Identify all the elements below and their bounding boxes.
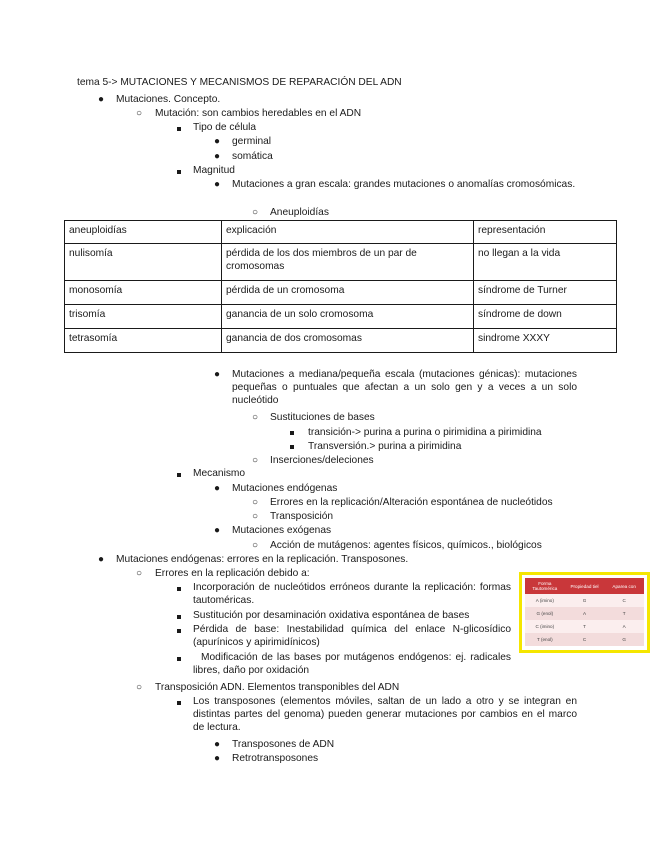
square-bullet-icon xyxy=(177,170,181,174)
outline-item: transición-> purina a purina o pirimidina a pirimidina xyxy=(308,427,542,438)
square-bullet-icon xyxy=(290,431,294,435)
hollow-bullet-icon: ○ xyxy=(136,568,143,579)
bullet-icon: ● xyxy=(214,136,221,147)
outline-item: Transposones de ADN xyxy=(232,739,335,750)
outline-item: Mutaciones a mediana/pequeña escala (mutaciones génicas): mutaciones pequeñas o puntuales que afectan a un solo gen y a veces a un solo nucleótido xyxy=(232,369,577,406)
table-cell: C (imino) xyxy=(525,620,565,633)
outline-item: Inserciones/deleciones xyxy=(270,455,374,466)
tautomer-table-image xyxy=(519,572,650,653)
bullet-icon: ● xyxy=(214,151,221,162)
table-cell: no llegan a la vida xyxy=(474,244,617,281)
square-bullet-icon xyxy=(177,615,181,619)
table-cell: A xyxy=(604,620,644,633)
table-header-row xyxy=(525,578,644,594)
outline-item: Magnitud xyxy=(193,165,235,176)
outline-item: Sustitución por desaminación oxidativa espontánea de bases xyxy=(193,610,470,621)
table-row xyxy=(525,633,644,646)
outline-item: Transposición xyxy=(270,511,334,522)
table-cell: ganancia de un solo cromosoma xyxy=(222,305,474,329)
table-cell: C xyxy=(604,594,644,607)
outline-item: Modificación de las bases por mutágenos endógenos: ej. radicales libres, daño por oxidación xyxy=(193,652,511,676)
table-cell: G xyxy=(565,594,605,607)
outline-item: Aneuploidías xyxy=(270,207,329,218)
outline-item: Sustituciones de bases xyxy=(270,412,375,423)
table-header-cell: Aparea con xyxy=(604,578,644,594)
outline-item: Pérdida de base: Inestabilidad química del enlace N-glicosídico (apurínicos y apirimidínicos) xyxy=(193,624,511,648)
table-cell: síndrome de Turner xyxy=(474,281,617,305)
square-bullet-icon xyxy=(177,473,181,477)
bullet-icon: ● xyxy=(214,739,221,750)
table-cell: G (enol) xyxy=(525,607,565,620)
table-row xyxy=(65,329,617,353)
table-cell: tetrasomía xyxy=(65,329,222,353)
table-row xyxy=(65,244,617,281)
square-bullet-icon xyxy=(290,445,294,449)
bullet-icon: ● xyxy=(214,483,221,494)
hollow-bullet-icon: ○ xyxy=(252,412,259,423)
table-cell: T (enol) xyxy=(525,633,565,646)
table-cell: C xyxy=(565,633,605,646)
table-header-cell: representación xyxy=(474,221,617,244)
bullet-icon: ● xyxy=(214,753,221,764)
table-header-cell: explicación xyxy=(222,221,474,244)
outline-item: Mutaciones endógenas: errores en la replicación. Transposones. xyxy=(116,554,409,565)
hollow-bullet-icon: ○ xyxy=(252,455,259,466)
table-header-cell: Propiedad tiel xyxy=(565,578,605,594)
table-cell: G xyxy=(604,633,644,646)
outline-item: Acción de mutágenos: agentes físicos, químicos., biológicos xyxy=(270,540,542,551)
table-header-row xyxy=(65,221,617,244)
outline-item: Los transposones (elementos móviles, saltan de un lado a otro y se integran en distintas partes del genoma) pueden generar mutaciones por cambios en el marco de lectura. xyxy=(193,696,577,733)
outline-item: Mecanismo xyxy=(193,468,246,479)
hollow-bullet-icon: ○ xyxy=(252,511,259,522)
table-header-cell: Forma Tautomérica xyxy=(525,578,565,594)
outline-item: Mutaciones a gran escala: grandes mutaciones o anomalías cromosómicas. xyxy=(232,179,576,190)
table-cell: pérdida de un cromosoma xyxy=(222,281,474,305)
outline-item: Incorporación de nucleótidos erróneos durante la replicación: formas tautoméricas. xyxy=(193,582,511,606)
table-cell: síndrome de down xyxy=(474,305,617,329)
bullet-icon: ● xyxy=(98,94,105,105)
table-row xyxy=(525,594,644,607)
table-row xyxy=(65,281,617,305)
square-bullet-icon xyxy=(177,701,181,705)
tautomer-table xyxy=(525,578,644,646)
outline-item: Retrotransposones xyxy=(232,753,319,764)
outline-item: somática xyxy=(232,151,273,162)
hollow-bullet-icon: ○ xyxy=(252,207,259,218)
outline-item: Transversión.> purina a pirimidina xyxy=(308,441,462,452)
hollow-bullet-icon: ○ xyxy=(136,682,143,693)
bullet-icon: ● xyxy=(214,525,221,536)
square-bullet-icon xyxy=(177,657,181,661)
table-cell: sindrome XXXY xyxy=(474,329,617,353)
page-title: tema 5-> MUTACIONES Y MECANISMOS DE REPARACIÓN DEL ADN xyxy=(77,77,402,88)
hollow-bullet-icon: ○ xyxy=(136,108,143,119)
table-cell: pérdida de los dos miembros de un par de cromosomas xyxy=(222,244,474,281)
table-cell: T xyxy=(604,607,644,620)
outline-item: Mutación: son cambios heredables en el ADN xyxy=(155,108,362,119)
table-cell: A xyxy=(565,607,605,620)
outline-item: Mutaciones exógenas xyxy=(232,525,332,536)
table-cell: monosomía xyxy=(65,281,222,305)
table-row xyxy=(65,305,617,329)
bullet-icon: ● xyxy=(214,179,221,190)
table-cell: nulisomía xyxy=(65,244,222,281)
outline-item: Mutaciones endógenas xyxy=(232,483,338,494)
outline-item: Mutaciones. Concepto. xyxy=(116,94,221,105)
outline-item: Transposición ADN. Elementos transponibles del ADN xyxy=(155,682,400,693)
outline-item: Tipo de célula xyxy=(193,122,257,133)
square-bullet-icon xyxy=(177,127,181,131)
table-row xyxy=(525,620,644,633)
table-cell: A (imino) xyxy=(525,594,565,607)
outline-item: germinal xyxy=(232,136,272,147)
table-row xyxy=(525,607,644,620)
table-cell: ganancia de dos cromosomas xyxy=(222,329,474,353)
table-cell: trisomía xyxy=(65,305,222,329)
aneuploidy-table xyxy=(64,220,617,353)
outline-item: Errores en la replicación debido a: xyxy=(155,568,310,579)
square-bullet-icon xyxy=(177,629,181,633)
hollow-bullet-icon: ○ xyxy=(252,540,259,551)
square-bullet-icon xyxy=(177,587,181,591)
table-header-cell: aneuploidías xyxy=(65,221,222,244)
hollow-bullet-icon: ○ xyxy=(252,497,259,508)
outline-item: Errores en la replicación/Alteración espontánea de nucleótidos xyxy=(270,497,553,508)
bullet-icon: ● xyxy=(98,554,105,565)
bullet-icon: ● xyxy=(214,369,221,380)
table-cell: T xyxy=(565,620,605,633)
